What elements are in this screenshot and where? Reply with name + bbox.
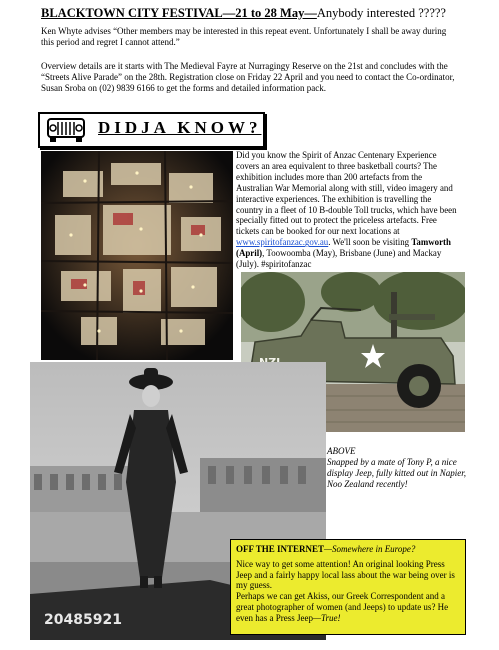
article-text-2: . We'll soon be visiting — [328, 237, 412, 248]
headline — [41, 6, 446, 21]
headline-event: BLACKTOWN CITY FESTIVAL — [41, 6, 223, 20]
yellow-subheading: —Somewhere in Europe? — [324, 544, 416, 554]
caption-heading: ABOVE — [327, 446, 356, 456]
paragraph-overview: Overview details are it starts with The Medieval Fayre at Nurragingy Reserve on the 21st and concludes with the “Streets Alive Parade” on the 28th. Registration close on Friday 22 April and you need to contact the Co-ordinator, Susan Sroba on (02) 9839 6166 to get the forms and detailed information pack. — [41, 61, 455, 93]
article-text-3: , Toowoomba (May), Brisbane (June) and Mackay (July). #spiritofanzac — [236, 248, 442, 270]
article-text-1: Did you know the Spirit of Anzac Centenary Experience covers an area equivalent to three basketball courts? The exhibition includes more than 200 artefacts from the Australian War Memorial along with still, video imagery and interactive experiences. The exhibition is travelling the country in a fleet of 10 B-double Toll trucks, which have been specially fitted out to protect the priceless artefacts. Free tickets can be booked for our next locations at — [236, 150, 457, 237]
jeep-number-text: 20485921 — [44, 612, 122, 628]
headline-dates: —21 to 28 May— — [222, 6, 317, 20]
paragraph-ken-whyte: Ken Whyte advises “Other members may be interested in this repeat event. Unfortunately I shall be away during this period and regret I cannot attend.” — [41, 26, 447, 47]
caption-body: Snapped by a mate of Tony P, a nice display Jeep, fully kitted out in Napier, Noo Zealand recently! — [327, 457, 466, 489]
headline-tail: Anybody interested ????? — [316, 6, 446, 20]
off-the-internet-box — [230, 539, 466, 635]
spirit-of-anzac-link[interactable]: www.spiritofanzac.gov.au — [236, 237, 329, 248]
jeep-grille-icon — [44, 115, 88, 143]
yellow-body-2: Perhaps we can get Akiss, our Greek Correspondent and a great photographer of women (and Jeeps) to update us? He even has a Press Jeep — [236, 591, 449, 623]
article-tamworth: Tamworth (April) — [236, 237, 451, 259]
yellow-heading: OFF THE INTERNET — [236, 544, 325, 554]
exhibition-aerial-photo — [41, 151, 233, 360]
didja-article — [236, 150, 460, 270]
photo-caption — [327, 446, 467, 490]
yellow-body-1: Nice way to get some attention! An original looking Press Jeep and a fairly happy local lass about the war being over is my guess. — [236, 558, 455, 591]
didja-know-title: DIDJA KNOW? — [98, 118, 262, 137]
yellow-tail: —True! — [312, 612, 341, 623]
